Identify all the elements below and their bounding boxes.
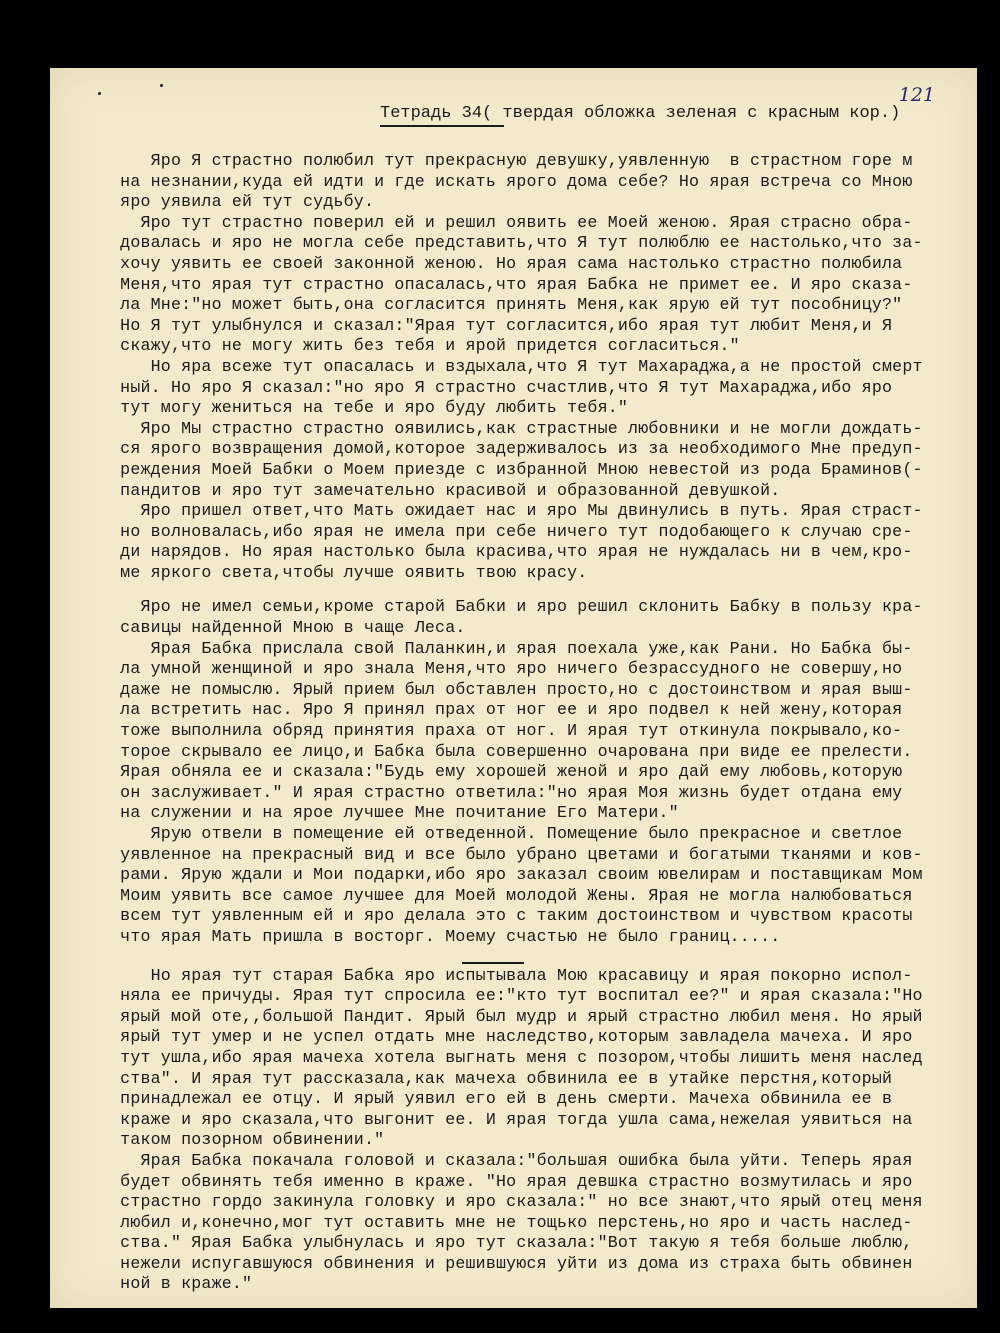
section-rule — [462, 962, 524, 964]
paragraph-block-1 — [110, 151, 970, 583]
typed-text — [110, 151, 970, 1295]
text-line: страстно гордо закинула головку и яро сказала:" но все знают,что ярый отец меня — [110, 1192, 923, 1212]
text-line: ярый тут умер и не успел отдать мне наследство,которым завладела мачеха. И яро — [110, 1027, 913, 1047]
text-line: но волновалась,ибо ярая не имела при себе ничего тут подобающего к случаю сре- — [110, 521, 913, 541]
text-line: тут могу жениться на тебе и яро буду любить тебя." — [110, 398, 629, 418]
text-line: пандитов и яро тут замечательно красивой и образованной девушкой. — [110, 480, 781, 500]
typewritten-page — [50, 68, 977, 1308]
text-line: довалась и яро не могла себе представить,что Я тут полюблю ее настолько,что за- — [110, 233, 923, 253]
text-line: что ярая Мать пришла в восторг. Моему счастью не было границ..... — [110, 926, 781, 946]
text-line: скажу,что не могу жить без тебя и ярой придется согласиться." — [110, 336, 740, 356]
text-line: Но яра всеже тут опасалась и вздыхала,что Я тут Махараджа,а не простой смерт — [110, 356, 923, 376]
text-line: Меня,что ярая тут страстно опасалась,что ярая Бабка не примет ее. И яро сказа- — [110, 274, 913, 294]
text-line: Яро не имел семьи,кроме старой Бабки и яро решил склонить Бабку в пользу кра- — [110, 597, 923, 617]
text-line: ла умной женщиной и яро знала Меня,что яро ничего безрассудного не совершу,но — [110, 659, 903, 679]
text-line: ди нарядов. Но ярая настолько была красива,что ярая не нуждалась ни в чем,кро- — [110, 542, 913, 562]
paragraph-block-2 — [110, 597, 970, 947]
text-line: ной в краже." — [110, 1274, 253, 1294]
text-line: савицы найденной Мною в чаще Леса. — [110, 618, 466, 638]
text-line: ства." Ярая Бабка улыбнулась и яро тут сказала:"Вот такую я тебя больше люблю, — [110, 1233, 913, 1253]
text-line: ся ярого возвращения домой,которое задерживалось из за необходимого Мне предуп- — [110, 439, 923, 459]
text-line: тут ушла,ибо ярая мачеха хотела выгнать меня с позором,чтобы лишить меня наслед — [110, 1047, 923, 1067]
text-line: ла Мне:"но может быть,она согласится принять Меня,как ярую ей тут пособницу?" — [110, 295, 903, 315]
notebook-heading: Тетрадь 34( твердая обложка зеленая с красным кор.) — [380, 104, 901, 123]
paragraph-gap — [110, 583, 970, 597]
text-line: Моим уявить все самое лучшее для Моей молодой Жены. Ярая не могла налюбоваться — [110, 885, 913, 905]
text-line: на незнании,куда ей идти и где искать ярого дома себе? Но ярая встреча со Мною — [110, 171, 913, 191]
text-line: няла ее причуды. Ярая тут спросила ее:"кто тут воспитал ее?" и ярая сказала:"Но — [110, 986, 923, 1006]
text-line: принадлежал ее отцу. И ярый уявил его ей в день смерти. Мачеха обвинила ее в — [110, 1089, 893, 1109]
text-line: ме яркого света,чтобы лучше оявить твою красу. — [110, 562, 588, 582]
text-line: тоже выполнила обряд принятия праха от ног. И ярая тут откинула покрывало,ко- — [110, 721, 903, 741]
text-line: всем тут уявленным ей и яро делала это с таким достоинством и чувством красоты — [110, 906, 913, 926]
text-line: Яро пришел ответ,что Мать ожидает нас и яро Мы двинулись в путь. Ярая страст- — [110, 501, 923, 521]
text-line: ства". И ярая тут рассказала,как мачеха обвинила ее в утайке перстня,который — [110, 1068, 893, 1088]
text-line: рами. Ярую ждали и Мои подарки,ибо яро заказал своим ювелирам и поставщикам Мом — [110, 865, 923, 885]
text-line: он заслуживает." И ярая страстно ответила:"но ярая Моя жизнь будет отдана ему — [110, 782, 903, 802]
text-line: Ярая обняла ее и сказала:"Будь ему хорошей женой и яро дай ему любовь,которую — [110, 762, 903, 782]
text-line: яро уявила ей тут судьбу. — [110, 192, 375, 212]
text-line: ярый мой оте,,большой Пандит. Ярый был мудр и ярый страстно любил меня. Но ярый — [110, 1006, 923, 1026]
text-line: Но ярая тут старая Бабка яро испытывала Мою красавицу и ярая покорно испол- — [110, 965, 913, 985]
paragraph-block-3 — [110, 966, 970, 1296]
text-line: любил и,конечно,мог тут оставить мне не тощько перстень,но яро и часть наслед- — [110, 1212, 913, 1232]
text-line: на служении и на ярое лучшее Мне почитание Его Матери." — [110, 803, 679, 823]
text-line: таком позорном обвинении." — [110, 1130, 385, 1150]
text-line: уявленное на прекрасный вид и все было убрано цветами и богатыми тканями и ков- — [110, 844, 923, 864]
text-line: ла встретить нас. Яро Я принял прах от ног ее и яро подвел к ней жену,которая — [110, 700, 903, 720]
text-line: Ярая Бабка покачала головой и сказала:"большая ошибка была уйти. Теперь ярая — [110, 1150, 913, 1170]
text-line: хочу уявить ее своей законной женою. Но ярая сама настолько страстно полюбила — [110, 253, 903, 273]
heading-underline — [380, 125, 504, 127]
text-line: нежели испугавшуюся обвинения и решившуюся уйти из дома из страха быть обвинен — [110, 1253, 913, 1273]
text-line: Яро Я страстно полюбил тут прекрасную девушку,уявленную в страстном горе м — [110, 151, 913, 170]
text-line: Но Я тут улыбнулся и сказал:"Ярая тут согласится,ибо ярая тут любит Меня,и Я — [110, 315, 893, 335]
ink-speck — [160, 84, 163, 87]
text-line: реждения Моей Бабки о Моем приезде с избранной Мною невестой из рода Браминов(- — [110, 459, 923, 479]
text-line: Ярая Бабка прислала свой Паланкин,и ярая поехала уже,как Рани. Но Бабка бы- — [110, 638, 913, 658]
page-number: 121 — [898, 84, 935, 106]
text-line: Яро тут страстно поверил ей и решил оявить ее Моей женою. Ярая страсно обра- — [110, 212, 913, 232]
ink-speck — [98, 92, 101, 95]
text-line: будет обвинять тебя именно в краже. "Но ярая девшка страстно возмутилась и яро — [110, 1171, 913, 1191]
text-line: Ярую отвели в помещение ей отведенной. Помещение было прекрасное и светлое — [110, 824, 903, 843]
text-line: торое скрывало ее лицо,и Бабка была совершенно очарована при виде ее прелести. — [110, 741, 913, 761]
paragraph-gap — [110, 948, 970, 962]
text-line: Яро Мы страстно страстно оявились,как страстные любовники и не могли дождать- — [110, 418, 923, 438]
text-line: ный. Но яро Я сказал:"но яро Я страстно счастлив,что Я тут Махараджа,ибо яро — [110, 377, 893, 397]
text-line: краже и яро сказала,что выгонит ее. И ярая тогда ушла сама,нежелая уявиться на — [110, 1109, 913, 1129]
text-line: даже не помыслю. Ярый прием был обставлен просто,но с достоинством и ярая выш- — [110, 679, 913, 699]
